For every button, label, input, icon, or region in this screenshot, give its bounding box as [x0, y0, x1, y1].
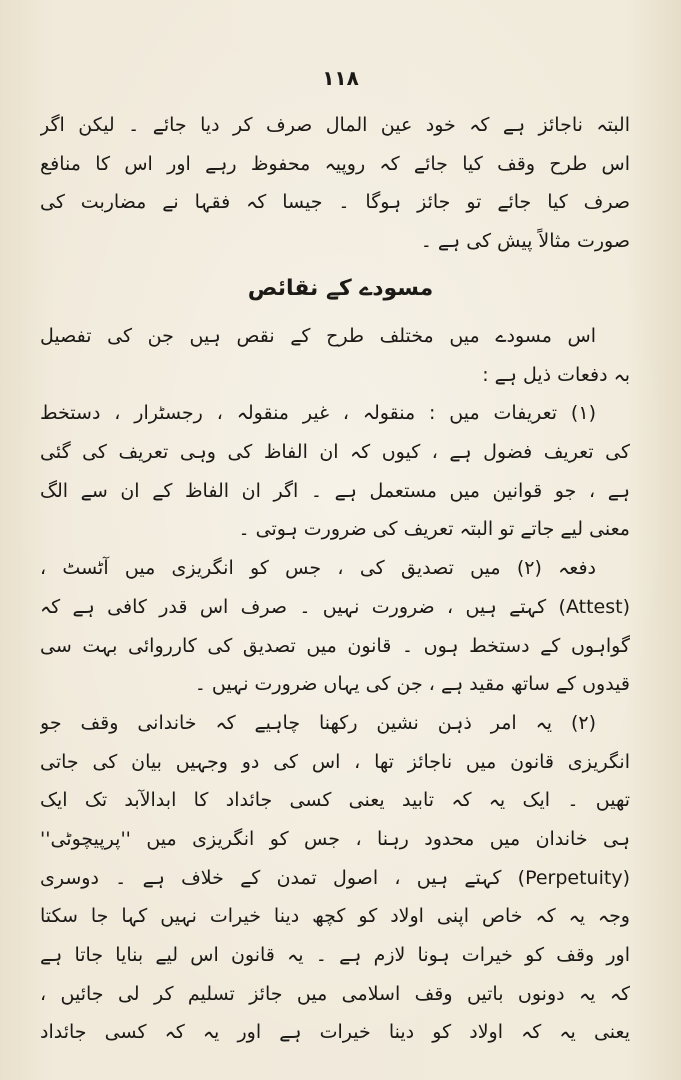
- text-line: صرف کیا جائے تو جائز ہوگا ۔ جیسا کہ فقہا نے مضاربت کی: [40, 191, 630, 214]
- text-line: قیدوں کے ساتھ مقید ہے ، جن کی یہاں ضرورت نہیں ۔: [194, 673, 630, 696]
- text-line: اور وقف کو خیرات ہونا لازم ہے ۔ یہ قانون اس لیے بنایا جاتا ہے: [40, 944, 630, 966]
- page-number: ۱۱۸: [322, 66, 359, 90]
- text-line: دفعہ (۲) میں تصدیق کی ، جس کو انگریزی میں آٹسٹ ،: [40, 557, 596, 580]
- text-line: بہ دفعات ذیل ہے :: [482, 363, 630, 386]
- text-line: معنی لیے جاتے تو البتہ تعریف کی ضرورت ہوتی ۔: [238, 518, 630, 541]
- text-line: (Perpetuity) کہتے ہیں ، اصول تمدن کے خلاف ہے ۔ دوسری: [40, 866, 630, 889]
- text-line: ہی خاندان میں محدود رہنا ، جس کو انگریزی میں ''پرپیچوٹی'': [40, 827, 630, 850]
- text-line: البتہ ناجائز ہے کہ خود عین المال صرف کر دیا جائے ۔ لیکن اگر: [40, 114, 630, 136]
- text-line: (Attest) کہتے ہیں ، ضرورت نہیں ۔ صرف اس قدر کافی ہے کہ: [40, 595, 630, 618]
- text-line: تھیں ۔ ایک یہ کہ تابید یعنی کسی جائداد کا ابدالآبد تک ایک: [40, 789, 630, 812]
- text-line: کہ یہ دونوں باتیں وقف اسلامی میں جائز تسلیم کر لی جائیں ،: [40, 982, 630, 1005]
- text-line: اس مسودے میں مختلف طرح کے نقص ہیں جن کی تفصیل: [40, 325, 596, 347]
- text-line: یعنی یہ کہ اولاد کو دینا خیرات ہے اور یہ کہ کسی جائداد: [40, 1021, 630, 1044]
- text-line: کی تعریف فضول ہے ، کیوں کہ ان الفاظ کی وہی تعریف کی گئی: [40, 441, 630, 464]
- paragraph-1: [40, 106, 630, 261]
- text-line: (۲) یہ امر ذہن نشین رکھنا چاہیے کہ خاندانی وقف جو: [40, 711, 596, 734]
- text-line: ہے ، جو قوانین میں مستعمل ہے ۔ اگر ان الفاظ کے ان سے الگ: [40, 479, 630, 502]
- paragraph-2: [40, 317, 630, 1052]
- text-line: وجہ یہ کہ خاص اپنی اولاد کو کچھ دینا خیرات نہیں کہا جا سکتا: [40, 905, 630, 928]
- section-heading: مسودے کے نقائص: [247, 276, 434, 301]
- text-line: انگریزی قانون میں ناجائز تھا ، اس کی دو وجہیں بیان کی جاتی: [40, 750, 630, 773]
- text-line: (۱) تعریفات میں : منقولہ ، غیر منقولہ ، رجسٹرار ، دستخط: [40, 402, 596, 425]
- text-line: گواہوں کے دستخط ہوں ۔ قانون میں تصدیق کی کارروائی بہت سی: [40, 634, 630, 657]
- text-line: صورت مثالاً پیش کی ہے ۔: [420, 230, 630, 253]
- text-line: اس طرح وقف کیا جائے کہ روپیہ محفوظ رہے اور اس کا منافع: [40, 152, 630, 175]
